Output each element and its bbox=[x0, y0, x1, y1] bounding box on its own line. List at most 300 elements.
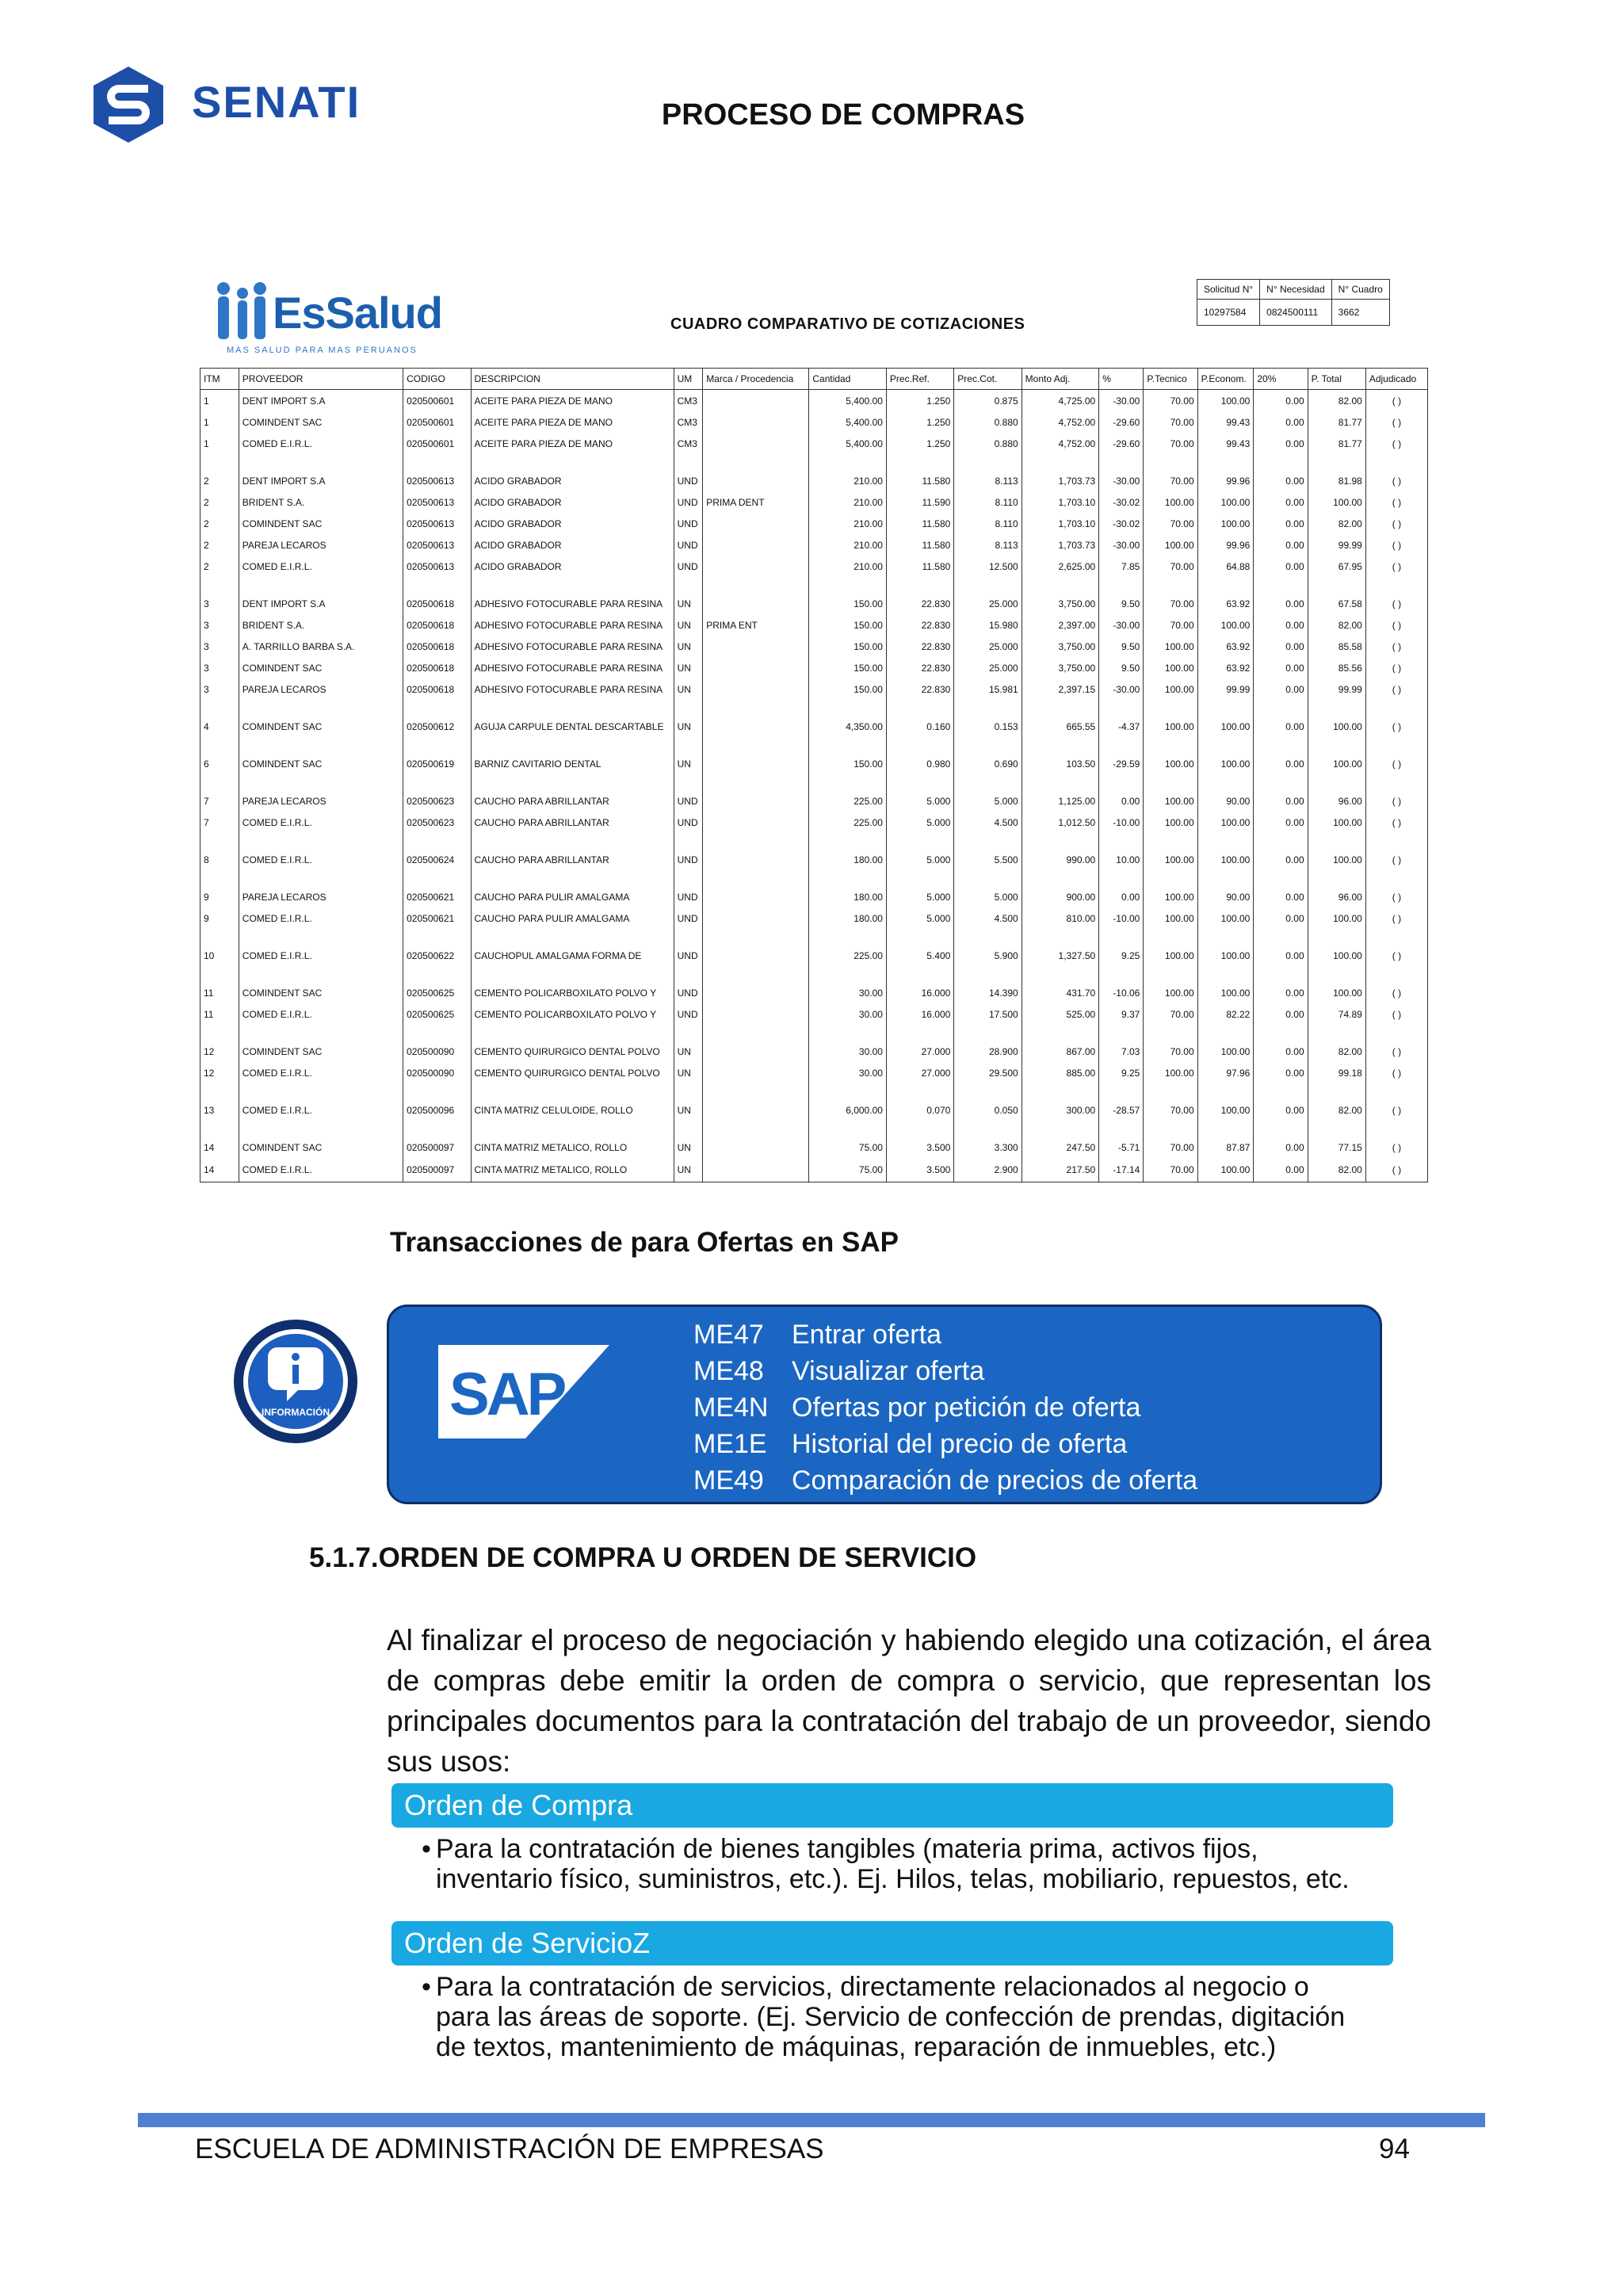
table-cell: 020500623 bbox=[403, 812, 471, 833]
table-cell: CAUCHO PARA ABRILLANTAR bbox=[471, 849, 674, 870]
spacer-cell bbox=[1365, 1083, 1427, 1099]
spacer-cell bbox=[954, 577, 1022, 593]
table-cell: 4,725.00 bbox=[1022, 390, 1099, 412]
table-cell: 11.580 bbox=[886, 470, 953, 491]
table-cell: ACIDO GRABADOR bbox=[471, 491, 674, 513]
spacer-cell bbox=[1022, 737, 1099, 753]
table-cell: 300.00 bbox=[1022, 1099, 1099, 1121]
spacer-cell bbox=[1308, 700, 1365, 716]
table-cell: 100.00 bbox=[1144, 886, 1197, 907]
table-cell bbox=[703, 886, 809, 907]
transaction-code: ME48 bbox=[693, 1356, 764, 1386]
table-cell: CAUCHO PARA ABRILLANTAR bbox=[471, 790, 674, 812]
table-cell: 020500624 bbox=[403, 849, 471, 870]
table-cell: 27.000 bbox=[886, 1041, 953, 1062]
spacer-cell bbox=[471, 700, 674, 716]
table-cell: 100.00 bbox=[1144, 982, 1197, 1003]
table-cell: 2 bbox=[200, 491, 239, 513]
table-cell: ACEITE PARA PIEZA DE MANO bbox=[471, 411, 674, 433]
table-cell: 4.500 bbox=[954, 907, 1022, 929]
transaction-item bbox=[693, 1316, 1197, 1353]
table-cell: AGUJA CARPULE DENTAL DESCARTABLE bbox=[471, 716, 674, 737]
column-header: P.Tecnico bbox=[1144, 369, 1197, 390]
spacer-cell bbox=[674, 929, 703, 945]
table-cell: 12 bbox=[200, 1062, 239, 1083]
table-cell: 225.00 bbox=[809, 945, 887, 966]
table-cell: UND bbox=[674, 790, 703, 812]
table-cell: ( ) bbox=[1365, 534, 1427, 556]
table-cell: 100.00 bbox=[1197, 390, 1254, 412]
table-cell: 87.87 bbox=[1197, 1137, 1254, 1158]
table-cell: COMED E.I.R.L. bbox=[239, 907, 403, 929]
table-cell: 4.500 bbox=[954, 812, 1022, 833]
table-cell: ( ) bbox=[1365, 390, 1427, 412]
table-cell: 11.580 bbox=[886, 556, 953, 577]
table-spacer-row bbox=[200, 737, 1428, 753]
table-row bbox=[200, 593, 1428, 614]
spacer-cell bbox=[1197, 577, 1254, 593]
table-cell: 1,703.73 bbox=[1022, 534, 1099, 556]
spacer-cell bbox=[1144, 774, 1197, 790]
table-cell: 28.900 bbox=[954, 1041, 1022, 1062]
spacer-cell bbox=[886, 966, 953, 982]
spacer-cell bbox=[1365, 870, 1427, 886]
table-cell: 020500096 bbox=[403, 1099, 471, 1121]
table-cell: 100.00 bbox=[1197, 716, 1254, 737]
table-cell bbox=[703, 945, 809, 966]
spacer-cell bbox=[1022, 700, 1099, 716]
table-cell: 1.250 bbox=[886, 411, 953, 433]
table-row bbox=[200, 534, 1428, 556]
spacer-cell bbox=[1144, 833, 1197, 849]
table-cell: 020500625 bbox=[403, 1003, 471, 1025]
spacer-cell bbox=[239, 833, 403, 849]
table-row bbox=[200, 678, 1428, 700]
spacer-cell bbox=[200, 929, 239, 945]
table-row bbox=[200, 1041, 1428, 1062]
spacer-cell bbox=[1099, 1121, 1144, 1137]
transaction-item bbox=[693, 1353, 1197, 1389]
table-cell: DENT IMPORT S.A bbox=[239, 390, 403, 412]
column-header: DESCRIPCION bbox=[471, 369, 674, 390]
table-cell: 70.00 bbox=[1144, 1158, 1197, 1182]
request-header: Solicitud N° bbox=[1197, 280, 1260, 300]
spacer-cell bbox=[674, 454, 703, 470]
table-cell: 990.00 bbox=[1022, 849, 1099, 870]
spacer-cell bbox=[1022, 1083, 1099, 1099]
table-cell: COMED E.I.R.L. bbox=[239, 849, 403, 870]
table-row bbox=[200, 636, 1428, 657]
spacer-cell bbox=[403, 1121, 471, 1137]
spacer-cell bbox=[1197, 737, 1254, 753]
table-cell: 82.00 bbox=[1308, 1099, 1365, 1121]
table-row bbox=[200, 812, 1428, 833]
spacer-cell bbox=[200, 737, 239, 753]
table-cell: COMINDENT SAC bbox=[239, 753, 403, 774]
spacer-cell bbox=[1022, 454, 1099, 470]
table-cell: 2,397.15 bbox=[1022, 678, 1099, 700]
senati-wordmark: SENATI bbox=[192, 77, 361, 127]
table-cell: 150.00 bbox=[809, 678, 887, 700]
spacer-cell bbox=[674, 700, 703, 716]
table-cell: 2,625.00 bbox=[1022, 556, 1099, 577]
spacer-cell bbox=[1144, 700, 1197, 716]
spacer-cell bbox=[954, 929, 1022, 945]
table-cell: 020500621 bbox=[403, 886, 471, 907]
table-cell: 96.00 bbox=[1308, 886, 1365, 907]
table-cell bbox=[703, 790, 809, 812]
spacer-cell bbox=[1254, 833, 1308, 849]
table-row bbox=[200, 753, 1428, 774]
spacer-cell bbox=[239, 966, 403, 982]
table-cell: 020500622 bbox=[403, 945, 471, 966]
table-cell: 100.00 bbox=[1197, 753, 1254, 774]
table-cell: 100.00 bbox=[1144, 636, 1197, 657]
table-cell: ( ) bbox=[1365, 886, 1427, 907]
table-cell: 75.00 bbox=[809, 1158, 887, 1182]
table-cell: ( ) bbox=[1365, 556, 1427, 577]
table-cell: ( ) bbox=[1365, 470, 1427, 491]
essalud-wordmark: EsSalud bbox=[273, 288, 442, 338]
spacer-cell bbox=[1308, 1025, 1365, 1041]
spacer-cell bbox=[1022, 870, 1099, 886]
table-cell: 1 bbox=[200, 390, 239, 412]
spacer-cell bbox=[1365, 737, 1427, 753]
table-cell: 22.830 bbox=[886, 678, 953, 700]
table-cell: 3 bbox=[200, 614, 239, 636]
table-cell: UND bbox=[674, 556, 703, 577]
table-cell: 3,750.00 bbox=[1022, 593, 1099, 614]
spacer-cell bbox=[1254, 737, 1308, 753]
transaction-item bbox=[693, 1462, 1197, 1499]
table-cell bbox=[703, 593, 809, 614]
table-cell: 8.113 bbox=[954, 534, 1022, 556]
spacer-cell bbox=[200, 577, 239, 593]
spacer-cell bbox=[471, 929, 674, 945]
table-cell: 210.00 bbox=[809, 513, 887, 534]
table-cell bbox=[703, 433, 809, 454]
column-header: Cantidad bbox=[809, 369, 887, 390]
spacer-cell bbox=[200, 1121, 239, 1137]
table-cell: COMED E.I.R.L. bbox=[239, 1158, 403, 1182]
spacer-cell bbox=[1144, 1121, 1197, 1137]
table-cell: COMINDENT SAC bbox=[239, 982, 403, 1003]
spacer-cell bbox=[403, 1083, 471, 1099]
spacer-cell bbox=[1144, 1025, 1197, 1041]
table-cell: 0.980 bbox=[886, 753, 953, 774]
spacer-cell bbox=[703, 929, 809, 945]
table-cell: -5.71 bbox=[1099, 1137, 1144, 1158]
spacer-cell bbox=[1254, 700, 1308, 716]
table-cell: 0.00 bbox=[1099, 790, 1144, 812]
table-cell: 020500613 bbox=[403, 534, 471, 556]
request-info-table bbox=[1197, 279, 1390, 326]
spacer-cell bbox=[1197, 1083, 1254, 1099]
table-cell: COMINDENT SAC bbox=[239, 657, 403, 678]
table-cell: CEMENTO QUIRURGICO DENTAL POLVO bbox=[471, 1062, 674, 1083]
spacer-cell bbox=[403, 966, 471, 982]
table-cell: 0.00 bbox=[1254, 753, 1308, 774]
table-row bbox=[200, 982, 1428, 1003]
table-cell: 867.00 bbox=[1022, 1041, 1099, 1062]
transaction-code: ME1E bbox=[693, 1429, 767, 1459]
table-cell: 70.00 bbox=[1144, 470, 1197, 491]
column-header: Prec.Cot. bbox=[954, 369, 1022, 390]
table-cell: 100.00 bbox=[1197, 982, 1254, 1003]
table-row bbox=[200, 849, 1428, 870]
table-row bbox=[200, 1062, 1428, 1083]
table-cell: 3 bbox=[200, 657, 239, 678]
spacer-cell bbox=[1308, 966, 1365, 982]
table-cell: 4,752.00 bbox=[1022, 433, 1099, 454]
spacer-cell bbox=[200, 966, 239, 982]
table-cell: 0.00 bbox=[1254, 1158, 1308, 1182]
table-cell: 5.400 bbox=[886, 945, 953, 966]
table-cell: ( ) bbox=[1365, 812, 1427, 833]
table-cell: 82.00 bbox=[1308, 513, 1365, 534]
spacer-cell bbox=[403, 700, 471, 716]
table-cell: 25.000 bbox=[954, 657, 1022, 678]
spacer-cell bbox=[200, 700, 239, 716]
spacer-cell bbox=[1099, 774, 1144, 790]
spacer-cell bbox=[1254, 966, 1308, 982]
table-cell: ( ) bbox=[1365, 593, 1427, 614]
table-cell: -30.00 bbox=[1099, 470, 1144, 491]
spacer-cell bbox=[1197, 1025, 1254, 1041]
table-cell: COMED E.I.R.L. bbox=[239, 1099, 403, 1121]
table-cell: -30.00 bbox=[1099, 534, 1144, 556]
table-cell: 225.00 bbox=[809, 790, 887, 812]
table-cell: CINTA MATRIZ METALICO, ROLLO bbox=[471, 1137, 674, 1158]
spacer-cell bbox=[1197, 1121, 1254, 1137]
sheet-title: CUADRO COMPARATIVO DE COTIZACIONES bbox=[670, 315, 1025, 333]
table-cell: 7 bbox=[200, 790, 239, 812]
table-cell: UN bbox=[674, 636, 703, 657]
column-header: Marca / Procedencia bbox=[703, 369, 809, 390]
spacer-cell bbox=[403, 737, 471, 753]
table-cell: ( ) bbox=[1365, 657, 1427, 678]
table-cell: ADHESIVO FOTOCURABLE PARA RESINA bbox=[471, 593, 674, 614]
spacer-cell bbox=[1197, 454, 1254, 470]
table-cell: 11.590 bbox=[886, 491, 953, 513]
table-cell: 70.00 bbox=[1144, 411, 1197, 433]
column-header: Adjudicado bbox=[1365, 369, 1427, 390]
table-cell: 67.95 bbox=[1308, 556, 1365, 577]
table-cell: CEMENTO POLICARBOXILATO POLVO Y bbox=[471, 1003, 674, 1025]
table-cell: 97.96 bbox=[1197, 1062, 1254, 1083]
table-cell: ( ) bbox=[1365, 849, 1427, 870]
table-cell: 0.070 bbox=[886, 1099, 953, 1121]
table-cell: 020500601 bbox=[403, 433, 471, 454]
spacer-cell bbox=[1022, 577, 1099, 593]
table-cell: 5.000 bbox=[886, 849, 953, 870]
table-cell: 180.00 bbox=[809, 907, 887, 929]
table-cell: 63.92 bbox=[1197, 593, 1254, 614]
table-cell: 1 bbox=[200, 433, 239, 454]
footer-rule bbox=[138, 2113, 1485, 2127]
people-icon bbox=[211, 277, 274, 349]
table-cell: ( ) bbox=[1365, 513, 1427, 534]
table-cell bbox=[703, 1099, 809, 1121]
table-cell: 15.980 bbox=[954, 614, 1022, 636]
table-cell: BARNIZ CAVITARIO DENTAL bbox=[471, 753, 674, 774]
table-cell: 70.00 bbox=[1144, 556, 1197, 577]
spacer-cell bbox=[954, 870, 1022, 886]
table-cell: 900.00 bbox=[1022, 886, 1099, 907]
table-cell: 99.96 bbox=[1197, 470, 1254, 491]
table-cell: 10.00 bbox=[1099, 849, 1144, 870]
table-cell: 3,750.00 bbox=[1022, 636, 1099, 657]
spacer-cell bbox=[1308, 1121, 1365, 1137]
table-cell: 100.00 bbox=[1144, 491, 1197, 513]
table-cell: 9 bbox=[200, 907, 239, 929]
table-cell: 82.00 bbox=[1308, 1158, 1365, 1182]
spacer-cell bbox=[954, 1083, 1022, 1099]
spacer-cell bbox=[1144, 577, 1197, 593]
spacer-cell bbox=[239, 1083, 403, 1099]
table-cell bbox=[703, 534, 809, 556]
table-cell: 11.580 bbox=[886, 534, 953, 556]
spacer-cell bbox=[809, 1121, 887, 1137]
table-cell: CEMENTO POLICARBOXILATO POLVO Y bbox=[471, 982, 674, 1003]
table-cell: -10.06 bbox=[1099, 982, 1144, 1003]
table-cell: 0.00 bbox=[1254, 513, 1308, 534]
spacer-cell bbox=[1144, 454, 1197, 470]
table-row bbox=[200, 556, 1428, 577]
table-cell: 0.00 bbox=[1099, 886, 1144, 907]
table-cell: 0.00 bbox=[1254, 907, 1308, 929]
table-cell: 0.00 bbox=[1254, 790, 1308, 812]
spacer-cell bbox=[1254, 929, 1308, 945]
table-cell: 3 bbox=[200, 636, 239, 657]
table-cell: 11.580 bbox=[886, 513, 953, 534]
spacer-cell bbox=[954, 700, 1022, 716]
spacer-cell bbox=[471, 1025, 674, 1041]
table-cell bbox=[703, 678, 809, 700]
information-label: INFORMACIÓN bbox=[262, 1407, 330, 1418]
table-cell bbox=[703, 812, 809, 833]
table-cell: 25.000 bbox=[954, 593, 1022, 614]
table-cell: UND bbox=[674, 812, 703, 833]
table-cell: 3.500 bbox=[886, 1137, 953, 1158]
table-cell: 103.50 bbox=[1022, 753, 1099, 774]
table-cell: UN bbox=[674, 593, 703, 614]
table-row bbox=[200, 907, 1428, 929]
table-cell: 020500618 bbox=[403, 678, 471, 700]
essalud-logo bbox=[211, 277, 442, 355]
table-cell: 1,703.10 bbox=[1022, 513, 1099, 534]
table-header-row bbox=[200, 369, 1428, 390]
table-cell: 70.00 bbox=[1144, 433, 1197, 454]
table-cell: 0.00 bbox=[1254, 433, 1308, 454]
spacer-cell bbox=[239, 737, 403, 753]
table-cell: 5.000 bbox=[954, 790, 1022, 812]
table-cell: 2.900 bbox=[954, 1158, 1022, 1182]
table-cell: 63.92 bbox=[1197, 657, 1254, 678]
table-cell: 0.690 bbox=[954, 753, 1022, 774]
table-cell: CM3 bbox=[674, 411, 703, 433]
table-row bbox=[200, 470, 1428, 491]
table-cell: PAREJA LECAROS bbox=[239, 534, 403, 556]
table-cell bbox=[703, 513, 809, 534]
table-cell: 210.00 bbox=[809, 534, 887, 556]
table-cell: 9.25 bbox=[1099, 1062, 1144, 1083]
request-value: 0824500111 bbox=[1260, 300, 1332, 326]
table-cell: 2 bbox=[200, 534, 239, 556]
spacer-cell bbox=[954, 833, 1022, 849]
spacer-cell bbox=[886, 774, 953, 790]
spacer-cell bbox=[703, 1025, 809, 1041]
table-cell: 020500621 bbox=[403, 907, 471, 929]
table-cell: 22.830 bbox=[886, 636, 953, 657]
table-cell: 5,400.00 bbox=[809, 433, 887, 454]
spacer-cell bbox=[703, 870, 809, 886]
table-cell: 020500090 bbox=[403, 1062, 471, 1083]
spacer-cell bbox=[471, 833, 674, 849]
table-cell: 100.00 bbox=[1144, 1062, 1197, 1083]
spacer-cell bbox=[471, 737, 674, 753]
table-cell: -29.60 bbox=[1099, 433, 1144, 454]
table-cell: 210.00 bbox=[809, 470, 887, 491]
table-cell: 1,703.73 bbox=[1022, 470, 1099, 491]
spacer-cell bbox=[471, 774, 674, 790]
section-heading: 5.1.7.ORDEN DE COMPRA U ORDEN DE SERVICIO bbox=[309, 1542, 977, 1573]
table-row bbox=[200, 1137, 1428, 1158]
table-cell: ADHESIVO FOTOCURABLE PARA RESINA bbox=[471, 678, 674, 700]
table-cell: 180.00 bbox=[809, 849, 887, 870]
table-cell: 64.88 bbox=[1197, 556, 1254, 577]
table-cell: 020500619 bbox=[403, 753, 471, 774]
table-cell: 30.00 bbox=[809, 1003, 887, 1025]
spacer-cell bbox=[1254, 870, 1308, 886]
table-cell: ( ) bbox=[1365, 1003, 1427, 1025]
spacer-cell bbox=[1144, 966, 1197, 982]
table-cell: 0.880 bbox=[954, 433, 1022, 454]
table-cell: 0.160 bbox=[886, 716, 953, 737]
table-cell: ( ) bbox=[1365, 945, 1427, 966]
table-cell: ACEITE PARA PIEZA DE MANO bbox=[471, 390, 674, 412]
spacer-cell bbox=[809, 774, 887, 790]
table-cell: 100.00 bbox=[1197, 812, 1254, 833]
spacer-cell bbox=[1365, 1025, 1427, 1041]
transaction-item bbox=[693, 1426, 1197, 1462]
table-cell: 5.000 bbox=[886, 907, 953, 929]
table-cell: 12.500 bbox=[954, 556, 1022, 577]
table-cell: 99.99 bbox=[1197, 678, 1254, 700]
bullet-text: Para la contratación de servicios, directamente relacionados al negocio o para las áreas de soporte. (Ej. Servicio de confección de prendas, digitación de textos, mantenimiento de máquinas, reparación de inmuebles, etc.) bbox=[436, 1972, 1346, 2062]
table-cell: ( ) bbox=[1365, 1062, 1427, 1083]
table-cell: ( ) bbox=[1365, 1158, 1427, 1182]
column-header: CODIGO bbox=[403, 369, 471, 390]
spacer-cell bbox=[886, 737, 953, 753]
spacer-cell bbox=[1308, 577, 1365, 593]
table-cell: 7.03 bbox=[1099, 1041, 1144, 1062]
table-cell: 100.00 bbox=[1144, 945, 1197, 966]
table-cell: 100.00 bbox=[1308, 945, 1365, 966]
table-cell: 100.00 bbox=[1144, 716, 1197, 737]
spacer-cell bbox=[886, 870, 953, 886]
table-row bbox=[200, 411, 1428, 433]
table-cell: UN bbox=[674, 753, 703, 774]
table-row bbox=[200, 790, 1428, 812]
page-number: 94 bbox=[1379, 2134, 1410, 2164]
table-cell: 8.110 bbox=[954, 513, 1022, 534]
spacer-cell bbox=[954, 737, 1022, 753]
table-cell: ADHESIVO FOTOCURABLE PARA RESINA bbox=[471, 614, 674, 636]
spacer-cell bbox=[1254, 454, 1308, 470]
table-spacer-row bbox=[200, 966, 1428, 982]
transaction-code: ME4N bbox=[693, 1392, 769, 1423]
